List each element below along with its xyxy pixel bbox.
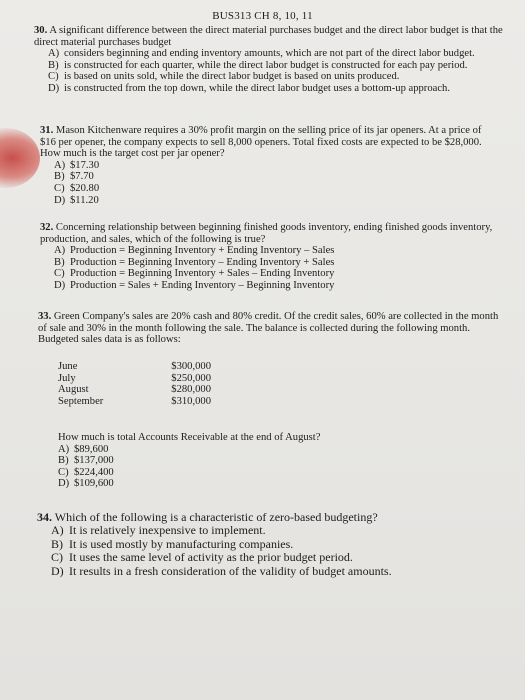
month-cell: June	[58, 361, 78, 372]
question-stem	[34, 25, 504, 48]
option-d[interactable]: D) It results in a fresh consideration of the validity of budget amounts.	[51, 563, 392, 578]
month-cell: August	[58, 384, 89, 396]
question-stem	[37, 511, 502, 524]
option-c[interactable]: C) is based on units sold, while the direct labor budget is based on units produced.	[48, 71, 400, 83]
question-number: 32.	[40, 222, 54, 233]
option-d[interactable]: D) Production = Sales + Ending Inventory – Beginning Inventory	[54, 279, 335, 291]
table-row	[58, 361, 211, 373]
option-a[interactable]: A) Production = Beginning Inventory + Ending Inventory – Sales	[54, 245, 335, 257]
option-d[interactable]: D) is constructed from the top down, while the direct labor budget uses a bottom-up approach.	[48, 82, 450, 94]
option-d[interactable]: D) $109,600	[58, 478, 114, 490]
month-cell: July	[58, 372, 76, 384]
option-d[interactable]: D) $11.20	[54, 194, 99, 206]
month-cell: September	[58, 395, 104, 407]
budgeted-sales-table	[58, 361, 211, 407]
option-c[interactable]: C) It uses the same level of activity as the prior budget period.	[51, 550, 353, 565]
table-row	[58, 396, 211, 408]
question-number: 31.	[40, 125, 54, 136]
option-b[interactable]: B) $137,000	[58, 455, 114, 467]
amount-cell: $300,000	[171, 361, 211, 372]
question-31	[40, 125, 495, 206]
question-number: 30.	[34, 25, 48, 36]
option-b[interactable]: B) It is used mostly by manufacturing companies.	[51, 536, 294, 551]
page-header: BUS313 CH 8, 10, 11	[212, 10, 313, 22]
question-34	[37, 511, 502, 578]
option-b[interactable]: B) $7.70	[54, 171, 94, 183]
followup-text: How much is total Accounts Receivable at the end of August?	[58, 432, 321, 443]
option-c[interactable]: C) Production = Beginning Inventory + Sales – Ending Inventory	[54, 268, 335, 280]
question-text: Green Company's sales are 20% cash and 80% credit. Of the credit sales, 60% are collected in the month of sale and 30% in the month following the sale. The balance is collected during the following month. Budgeted sales data is as follows:	[38, 311, 499, 346]
option-c[interactable]: C) $20.80	[54, 182, 100, 194]
option-b[interactable]: B) is constructed for each quarter, while the direct labor budget is constructed for each pay period.	[48, 59, 468, 71]
option-a[interactable]: A) $17.30	[54, 159, 100, 171]
question-33	[38, 311, 503, 346]
option-a[interactable]: A) $89,600	[58, 443, 109, 455]
question-30	[34, 25, 504, 95]
finger-shadow	[0, 128, 40, 188]
table-row	[58, 384, 211, 396]
table-row	[58, 373, 211, 385]
question-stem	[38, 311, 503, 346]
question-number: 33.	[38, 311, 52, 322]
question-33-followup	[58, 432, 498, 490]
question-text: A significant difference between the direct material purchases budget and the direct labor budget is that the direct material purchases budget	[34, 25, 503, 48]
question-text: Concerning relationship between beginning finished goods inventory, ending finished goods inventory, production, and sales, which of the following is true?	[40, 222, 493, 245]
question-text: Mason Kitchenware requires a 30% profit margin on the selling price of its jar openers. At a price of $16 per opener, the company expects to sell 8,000 openers. Total fixed costs are expected to be $28,000. How much is the target cost per jar opener?	[40, 125, 482, 160]
question-stem	[40, 125, 495, 160]
option-a[interactable]: A) It is relatively inexpensive to implement.	[51, 523, 266, 538]
amount-cell: $310,000	[171, 395, 211, 407]
amount-cell: $250,000	[171, 372, 211, 384]
option-b[interactable]: B) Production = Beginning Inventory – Ending Inventory + Sales	[54, 256, 335, 268]
option-c[interactable]: C) $224,400	[58, 466, 114, 478]
option-a[interactable]: A) considers beginning and ending inventory amounts, which are not part of the direct labor budget.	[48, 48, 475, 60]
question-number: 34.	[37, 510, 52, 524]
amount-cell: $280,000	[171, 384, 211, 396]
question-text: Which of the following is a characteristic of zero-based budgeting?	[54, 510, 378, 524]
question-32	[40, 222, 505, 292]
question-stem	[40, 222, 505, 245]
